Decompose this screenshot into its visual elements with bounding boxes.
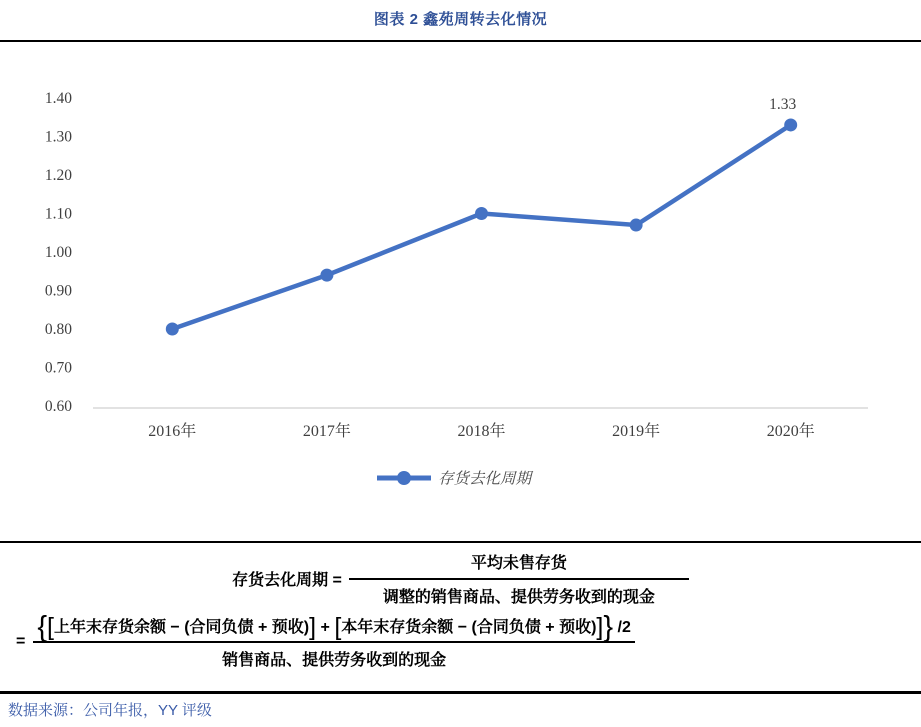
chart-title: 图表 2 鑫苑周转去化情况: [373, 11, 548, 28]
divider-top: [0, 40, 921, 42]
formula-expanded: [16, 611, 635, 670]
x-axis-label: 2019年: [612, 423, 661, 440]
line-chart: [0, 55, 921, 500]
formula-destock-cycle: [0, 550, 921, 607]
formula2-denominator: 销售商品、提供劳务收到的现金: [222, 652, 447, 669]
data-point: [320, 269, 333, 282]
legend-marker-point: [397, 471, 411, 485]
data-label: 1.33: [769, 95, 797, 113]
y-tick-label: 1.40: [44, 90, 72, 107]
y-tick-label: 1.10: [44, 205, 72, 223]
divider-middle: [0, 541, 921, 543]
data-point: [784, 118, 797, 131]
x-axis-label: 2018年: [457, 423, 506, 440]
series-line: [172, 125, 790, 329]
y-tick-label: 0.60: [44, 398, 72, 415]
legend-label: 存货去化周期: [438, 470, 532, 488]
x-axis-label: 2020年: [766, 423, 815, 440]
data-point: [475, 207, 488, 220]
y-tick-label: 1.30: [44, 128, 72, 146]
formula1-numerator: 平均未售存货: [349, 550, 689, 580]
y-tick-label: 0.90: [44, 282, 72, 300]
divider-bottom: [0, 691, 921, 694]
data-source: 数据来源：公司年报，YY 评级: [8, 702, 212, 719]
data-point: [166, 323, 179, 336]
formula2-fraction: [33, 611, 635, 670]
formula1-lhs: 存货去化周期 =: [232, 572, 342, 589]
formula2-lhs: =: [16, 633, 26, 650]
x-axis-label: 2016年: [148, 423, 197, 440]
data-point: [630, 219, 643, 232]
formula2-numerator: {[上年末存货余额 − (合同负债 + 预收)] + [本年末存货余额 − (合同负债 + 预收)]} /2: [33, 614, 635, 643]
x-axis-label: 2017年: [302, 423, 351, 440]
y-tick-label: 0.70: [44, 359, 72, 377]
y-tick-label: 0.80: [44, 321, 72, 338]
y-tick-label: 1.00: [44, 244, 72, 261]
y-tick-label: 1.20: [44, 167, 72, 184]
formula1-fraction: [349, 550, 689, 607]
formula1-denominator: 调整的销售商品、提供劳务收到的现金: [382, 589, 655, 606]
